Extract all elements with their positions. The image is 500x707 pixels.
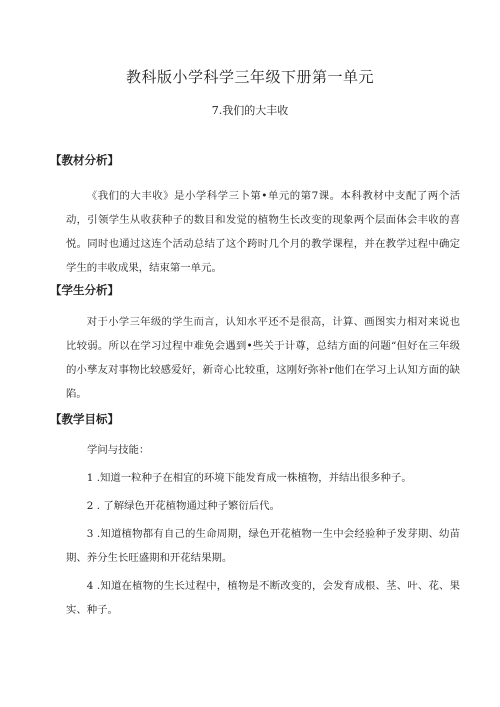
document-title: 教科版小学科学三年级下册第一单元 xyxy=(125,68,374,86)
student-analysis-paragraph: 对于小学三年级的学生而言，认知水平还不是很高，计算、画图实力相对来说也比较弱。所以在学习过程中难免会遇到•些关于计尊，总结方面的问题“但好在三年级的小孳友对事物比较感爱好，新奇心比较重，这刚好弥补r他们在学习上认知方面的缺陷。 xyxy=(66,316,460,400)
knowledge-skills-subheading: 学问与技能： xyxy=(87,444,150,456)
goal-item-3: 3 .知道植物都有自己的生命周期，绿色开花植物一生中会经验种子发芽期、幼苗期、养分生长旺盛期和开花结果期。 xyxy=(66,528,460,564)
material-analysis-paragraph: 《我们的大丰收》是小学科学三卜第•单元的第7课。本科教材中支配了两个活动，引领学生从收获种子的数目和发觉的植物生长改变的现象两个层面体会丰收的喜悦。同时也通过这连个活动总结了这个跨时几个月的教学课程，并在教学过程中确定学生的丰收成果，结束第一单元。 xyxy=(66,190,460,274)
material-analysis-heading: 【教材分析】 xyxy=(50,153,119,167)
student-analysis-heading: 【学生分析】 xyxy=(50,283,119,297)
goal-item-1: 1 .知道一粒种子在相宜的环境下能发育成一株植物，并结出很多种子。 xyxy=(86,472,412,484)
teaching-goals-heading: 【教学目标】 xyxy=(50,412,119,426)
goal-item-2: 2 . 了解绿色开花植物通过种子繁衍后代。 xyxy=(86,500,280,512)
lesson-subtitle: 7.我们的大丰收 xyxy=(211,104,289,117)
goal-item-4: 4 .知道在植物的生长过程中，植物是不断改变的，会发育成根、茎、叶、花、果实、种子。 xyxy=(66,580,460,616)
